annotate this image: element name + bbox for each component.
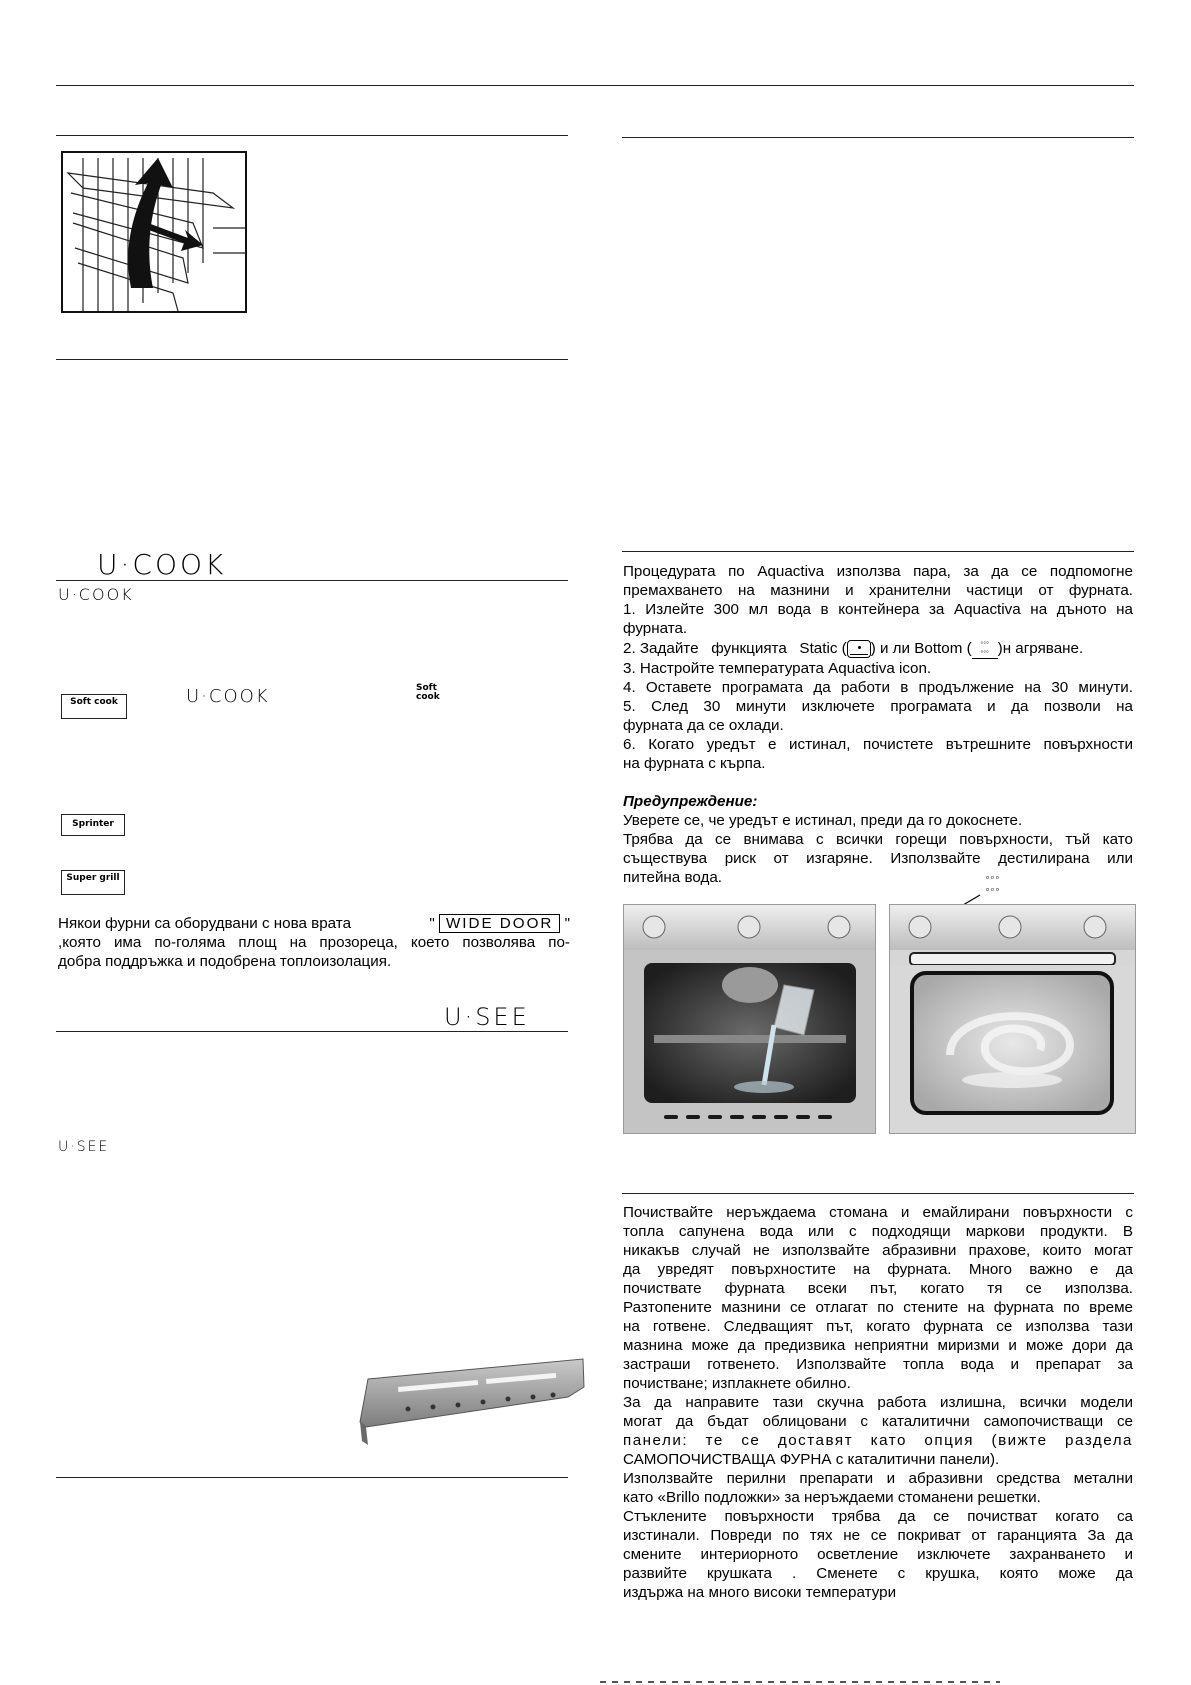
aquactiva-step-4: 4. Оставете програмата да работи в продължение на 30 минути. xyxy=(623,679,1133,696)
right-section-rule-2 xyxy=(622,551,1134,552)
wide-door-label: WIDE DOOR xyxy=(439,914,560,933)
super-grill-label: Super grill xyxy=(66,873,120,883)
ucook-logo-heading: U·COOK xyxy=(97,548,227,581)
warning-line-1: Уверете се, че уредът е истинал, преди да го докоснете. xyxy=(623,812,1023,829)
wide-door-line-1: Някои фурни са оборудвани с нова врата " WIDE DOOR " xyxy=(58,915,570,932)
door-rail-illustration xyxy=(358,1357,586,1447)
cleaning-line-1: Почиствайте неръждаема стомана и емайлирани повърхности с xyxy=(623,1204,1133,1221)
cleaning-paragraph xyxy=(623,1203,1133,1602)
left-section-rule-1 xyxy=(56,135,568,136)
rack-drawing xyxy=(63,153,245,311)
aquactiva-step-2: 2. Задайте функцията Static ( ) и ли Bottom ( ◦◦◦ ◦◦◦ )н агряване. xyxy=(623,638,1084,657)
wide-door-paragraph xyxy=(58,914,570,971)
steam-drops-icon: ◦◦◦ ◦◦◦ xyxy=(985,872,1001,896)
sprinter-badge xyxy=(61,814,125,836)
cleaning-line-16: като «Brillo подложки» за неръждаеми стоманени решетки. xyxy=(623,1489,1041,1506)
cleaning-line-5: почиствате фурната всеки път, когато тя се използва. xyxy=(623,1280,1133,1297)
aquactiva-step-6-cont: на фурната с кърпа. xyxy=(623,755,766,772)
warning-title: Предупреждение: xyxy=(623,793,758,810)
warning-line-3: съществува риск от изгаряне. Използвайте дестилирана или xyxy=(623,850,1133,867)
wide-door-line-2: ,която има по-голяма площ на прозореца, което позволява по- xyxy=(58,934,570,951)
aquactiva-line-4: фурната. xyxy=(623,620,688,637)
left-section-rule-2 xyxy=(56,359,568,360)
wide-door-line-3: добра поддръжка и подобрена топлоизолация. xyxy=(58,953,392,970)
usee-logo-inline: U·SEE xyxy=(58,1139,110,1155)
cleaning-line-2: топла сапунена вода или с подходящи маркови продукти. В xyxy=(623,1223,1133,1240)
cleaning-line-15: Използвайте перилни препарати и абразивни средства метални xyxy=(623,1470,1133,1487)
cleaning-line-9: застраши готвенето. Използвайте топла вода и препарат за xyxy=(623,1356,1133,1373)
cleaning-line-13: панели: те се доставят като опция (вижте раздела xyxy=(623,1432,1133,1449)
cleaning-line-3: никакъв случай не използвайте абразивни прахове, които могат xyxy=(623,1242,1133,1259)
aquactiva-step-3: 3. Настройте температурата Aquactiva icon. xyxy=(623,660,932,677)
cleaning-line-8: мазнина може да предизвика неприятни миризми и може дори да xyxy=(623,1337,1133,1354)
soft-cook-icon xyxy=(416,684,456,706)
soft-cook-badge xyxy=(61,694,127,719)
soft-cook-label: Soft cook xyxy=(70,697,118,707)
left-section-rule-4 xyxy=(56,1031,568,1032)
left-section-rule-5 xyxy=(56,1477,568,1478)
aquactiva-step-5-cont: фурната да се охлади. xyxy=(623,717,784,734)
cleaning-line-20: развийте крушката . Сменете с крушка, която може да xyxy=(623,1565,1133,1582)
sprinter-label: Sprinter xyxy=(72,819,114,829)
aquactiva-paragraph xyxy=(623,562,1133,887)
top-rule xyxy=(56,85,1134,86)
cleaning-line-17: Стъклените повърхности трябва да се почистват когато са xyxy=(623,1508,1133,1525)
cleaning-line-6: Разтопените мазнини се отлагат по стените на фурната по време xyxy=(623,1299,1133,1316)
cleaning-line-7: на готвене. Следващият път, когато фурната се използва тази xyxy=(623,1318,1133,1335)
cleaning-line-4: да увредят повърхностите на фурната. Много важно е да xyxy=(623,1261,1133,1278)
oven-photo-pouring xyxy=(623,904,876,1134)
super-grill-badge xyxy=(61,870,125,895)
rack-removal-illustration xyxy=(61,151,247,313)
cleaning-line-21: издържа на много високи температури xyxy=(623,1584,897,1601)
cleaning-line-19: смените интериорното осветление изключете захранването и xyxy=(623,1546,1133,1563)
ucook-logo-inline: U·COOK xyxy=(58,585,134,604)
oven-steam-drawing xyxy=(890,905,1135,1133)
aquactiva-line-2: премахването на мазнини и хранителни частици от фурната. xyxy=(623,582,1133,599)
warning-line-2: Трябва да се внимава с всички горещи повърхности, тъй като xyxy=(623,831,1133,848)
oven-photo-steam xyxy=(889,904,1136,1134)
soft-cook-icon-label: Soft cook xyxy=(416,683,440,702)
right-section-rule-1 xyxy=(622,137,1134,138)
wide-door-text: Някои фурни са оборудвани с нова врата xyxy=(58,915,352,932)
door-rail-drawing xyxy=(358,1357,586,1447)
aquactiva-step-6: 6. Когато уредът е истинал, почистете вътрешните повърхности xyxy=(623,736,1133,753)
cleaning-line-12: могат да бъдат облицовани с каталитични самопочистващи се xyxy=(623,1413,1133,1430)
cleaning-line-14: САМОПОЧИСТВАЩА ФУРНА с каталитични панели). xyxy=(623,1451,1000,1468)
right-section-rule-3 xyxy=(622,1193,1134,1194)
cleaning-line-11: За да направите тази скучна работа излишна, всички модели xyxy=(623,1394,1133,1411)
cleaning-line-18: изстинали. Повреди по тях не се покриват от гаранцията За да xyxy=(623,1527,1133,1544)
cleaning-line-10: почистване; изплакнете обилно. xyxy=(623,1375,851,1392)
warning-line-4: питейна вода. xyxy=(623,869,723,886)
bottom-edge-strip xyxy=(0,1680,1191,1685)
aquactiva-line-3: 1. Излейте 300 мл вода в контейнера за Aquactiva на дъното на xyxy=(623,601,1133,618)
static-heat-icon xyxy=(847,640,871,658)
ucook-logo-small: U·COOK xyxy=(186,686,270,707)
usee-logo-heading: U·SEE xyxy=(444,1003,530,1031)
aquactiva-line-1: Процедурата по Aquactiva използва пара, за да се подпомогне xyxy=(623,563,1133,580)
aquactiva-step-5: 5. След 30 минути изключете програмата и да позволи на xyxy=(623,698,1133,715)
left-section-rule-3 xyxy=(56,580,568,581)
bottom-heat-icon: ◦◦◦ ◦◦◦ xyxy=(972,638,998,659)
oven-pouring-drawing xyxy=(624,905,875,1133)
